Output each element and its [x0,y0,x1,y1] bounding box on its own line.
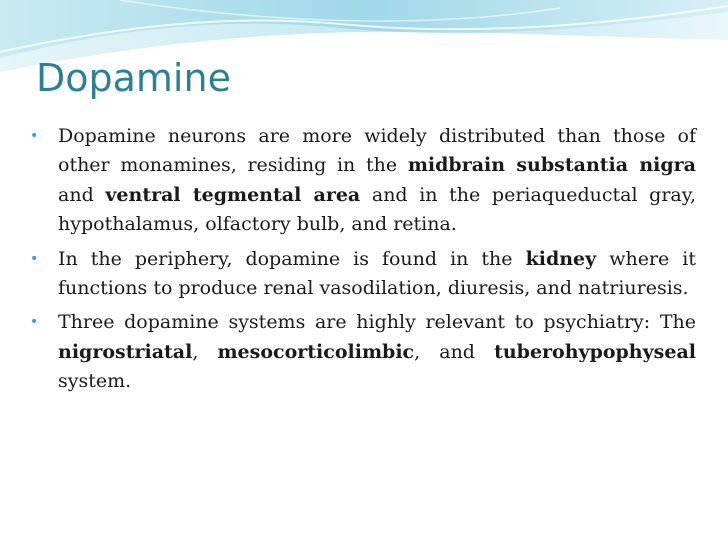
bullet-marker: • [30,128,39,144]
bullet-text: Three dopamine systems are highly relevant to psychiatry: The [58,311,696,334]
bullet-bold-term: tuberohypophyseal [494,340,696,363]
bullet-marker: • [30,314,39,331]
bullet-text: system. [58,370,132,393]
bullet-marker: • [30,250,39,267]
bullet-text: where it functions to produce renal vasodilation, diuresis, and natriuresis. [58,247,696,300]
bullet-item [30,245,696,304]
bullet-text: In the periphery, dopamine is found in the [58,247,526,270]
bullet-text: , and [414,340,495,363]
bullet-list [30,122,696,402]
bullet-bold-term: nigrostriatal [58,340,193,363]
bullet-text: and in the periaqueductal gray, hypothalamus, olfactory bulb, and retina. [58,183,696,236]
bullet-text: Dopamine neurons are more widely distributed than those of other monamines, residing in the [58,125,696,177]
bullet-bold-term: mesocorticolimbic [217,340,415,363]
bullet-item [30,122,696,240]
slide-title: Dopamine [36,56,231,100]
bullet-bold-term: midbrain substantia nigra [407,154,696,177]
bullet-bold-term: ventral tegmental area [105,183,361,206]
bullet-text: , [192,340,218,363]
bullet-item [30,308,696,396]
bullet-bold-term: kidney [525,247,597,270]
bullet-text: and [58,183,106,206]
